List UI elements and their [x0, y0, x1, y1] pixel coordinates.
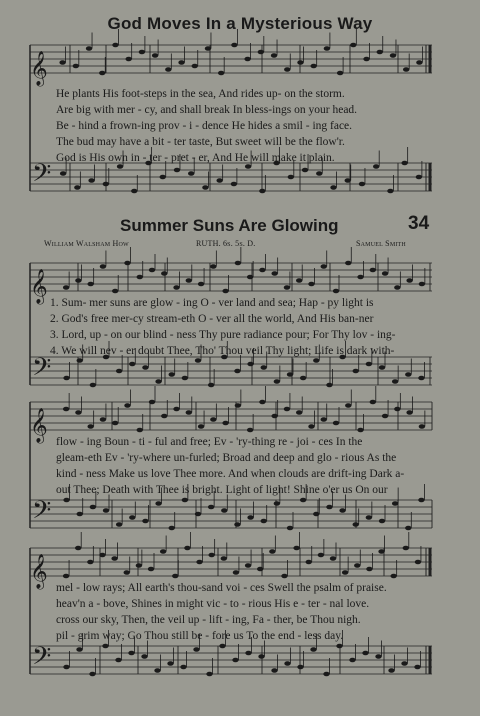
- note: [349, 658, 355, 663]
- note: [161, 414, 167, 419]
- note: [415, 560, 421, 565]
- clef: 𝄢: [32, 642, 52, 677]
- note: [206, 672, 212, 677]
- note: [129, 515, 135, 520]
- note: [88, 178, 94, 183]
- note: [296, 410, 302, 415]
- note: [387, 189, 393, 194]
- note: [414, 665, 420, 670]
- note: [258, 50, 264, 55]
- note: [152, 53, 158, 58]
- lyric-line: cross our sky, Then, the veil up - lift - ing, Fa - ther, be Thou nigh.: [56, 614, 361, 626]
- note: [345, 403, 351, 408]
- note: [323, 672, 329, 677]
- note: [112, 43, 118, 48]
- note: [274, 501, 280, 506]
- lyric-line: mel - low rays; All earth's thou-sand voi - ces Swell the psalm of praise.: [56, 582, 387, 594]
- note: [379, 365, 385, 370]
- note: [419, 282, 425, 287]
- note: [75, 546, 81, 551]
- lyric-line: 1. Sum- mer suns are glow - ing O - ver land and sea; Hap - py light is: [50, 297, 374, 309]
- note: [182, 498, 188, 503]
- note: [100, 264, 106, 269]
- bass-staff: [30, 646, 432, 674]
- note: [125, 57, 131, 62]
- note: [284, 407, 290, 412]
- note: [261, 365, 267, 370]
- note: [318, 553, 324, 558]
- note: [210, 264, 216, 269]
- note: [259, 268, 265, 273]
- note: [353, 522, 359, 527]
- note: [74, 185, 80, 190]
- note: [296, 278, 302, 283]
- note: [184, 546, 190, 551]
- note: [321, 417, 327, 422]
- note: [205, 46, 211, 51]
- clef: 𝄞: [30, 554, 48, 589]
- note: [261, 519, 267, 524]
- note: [245, 563, 251, 568]
- note: [154, 668, 160, 673]
- note: [287, 526, 293, 531]
- note: [231, 43, 237, 48]
- note: [247, 428, 253, 433]
- hymn-title-summer-suns: Summer Suns Are Glowing: [120, 216, 339, 235]
- note: [363, 57, 369, 62]
- note: [100, 417, 106, 422]
- note: [221, 556, 227, 561]
- note: [284, 661, 290, 666]
- note: [222, 421, 228, 426]
- note: [390, 53, 396, 58]
- note: [231, 182, 237, 187]
- note: [394, 285, 400, 290]
- lyric-line: He plants His foot-steps in the sea, And rides up- on the storm.: [56, 88, 345, 100]
- note: [232, 658, 238, 663]
- note: [297, 665, 303, 670]
- note: [357, 428, 363, 433]
- note: [63, 285, 69, 290]
- clef: 𝄢: [32, 353, 52, 388]
- note: [313, 512, 319, 517]
- note: [75, 410, 81, 415]
- note: [87, 560, 93, 565]
- note: [362, 651, 368, 656]
- note: [419, 424, 425, 429]
- note: [195, 512, 201, 517]
- note: [63, 376, 69, 381]
- note: [405, 372, 411, 377]
- note: [274, 379, 280, 384]
- note: [235, 403, 241, 408]
- note: [337, 71, 343, 76]
- note: [271, 414, 277, 419]
- note: [403, 67, 409, 72]
- note: [350, 43, 356, 48]
- note: [131, 189, 137, 194]
- note: [103, 508, 109, 513]
- treble-staff: [30, 263, 432, 291]
- note: [155, 379, 161, 384]
- lyric-line: gleam-eth Ev - 'ry-where un-furled; Broad and deep and glo - rious As the: [56, 452, 397, 464]
- note: [59, 60, 65, 65]
- note: [221, 508, 227, 513]
- note: [293, 546, 299, 551]
- clef: 𝄞: [30, 269, 48, 304]
- lyric-line: flow - ing Boun - ti - ful and free; Ev - 'ry-thing re - joi - ces In the: [56, 436, 363, 448]
- note: [208, 383, 214, 388]
- note: [382, 271, 388, 276]
- note: [288, 175, 294, 180]
- note: [202, 185, 208, 190]
- note: [174, 168, 180, 173]
- note: [63, 498, 69, 503]
- note: [73, 64, 79, 69]
- note: [326, 505, 332, 510]
- note: [257, 567, 263, 572]
- note: [75, 278, 81, 283]
- note: [87, 282, 93, 287]
- note: [111, 556, 117, 561]
- note: [390, 574, 396, 579]
- note: [354, 563, 360, 568]
- note: [324, 46, 330, 51]
- note: [234, 522, 240, 527]
- note: [269, 549, 275, 554]
- note: [245, 651, 251, 656]
- note: [297, 60, 303, 65]
- note: [149, 268, 155, 273]
- note: [375, 654, 381, 659]
- note: [178, 60, 184, 65]
- note: [139, 50, 145, 55]
- note: [326, 383, 332, 388]
- note: [142, 365, 148, 370]
- clef: 𝄢: [32, 496, 52, 531]
- note: [63, 665, 69, 670]
- note: [287, 372, 293, 377]
- note: [259, 189, 265, 194]
- note: [208, 505, 214, 510]
- note: [366, 362, 372, 367]
- note: [155, 501, 161, 506]
- note: [112, 421, 118, 426]
- note: [87, 424, 93, 429]
- note: [300, 376, 306, 381]
- note: [382, 414, 388, 419]
- clef: 𝄞: [30, 408, 48, 443]
- note: [103, 182, 109, 187]
- bass-staff: [30, 163, 432, 191]
- note: [244, 57, 250, 62]
- note: [379, 519, 385, 524]
- note: [406, 410, 412, 415]
- note: [233, 570, 239, 575]
- note: [115, 658, 121, 663]
- note: [310, 64, 316, 69]
- note: [77, 512, 83, 517]
- note: [173, 285, 179, 290]
- note: [180, 665, 186, 670]
- note: [281, 574, 287, 579]
- note: [333, 289, 339, 294]
- clef: 𝄞: [30, 51, 48, 86]
- note: [198, 424, 204, 429]
- note: [173, 407, 179, 412]
- note: [316, 171, 322, 176]
- note: [234, 369, 240, 374]
- note: [186, 278, 192, 283]
- note: [342, 570, 348, 575]
- hymn-title-god-moves: God Moves In a Mysterious Way: [107, 14, 373, 33]
- note: [405, 526, 411, 531]
- note: [366, 567, 372, 572]
- note: [148, 567, 154, 572]
- note: [259, 400, 265, 405]
- note: [188, 171, 194, 176]
- lyric-line: 3. Lord, up - on our blind - ness Thy pure radiance pour; For Thy lov - ing-: [50, 329, 396, 341]
- note: [247, 362, 253, 367]
- note: [377, 50, 383, 55]
- note: [353, 369, 359, 374]
- note: [247, 515, 253, 520]
- lyric-line: heav'n a - bove, Shines in might vic - to - rious His e - ter - nal love.: [56, 598, 370, 610]
- note: [186, 410, 192, 415]
- note: [392, 379, 398, 384]
- note: [284, 67, 290, 72]
- note: [99, 71, 105, 76]
- note: [219, 644, 225, 649]
- note: [218, 71, 224, 76]
- note: [357, 275, 363, 280]
- note: [418, 498, 424, 503]
- note: [124, 403, 130, 408]
- note: [392, 501, 398, 506]
- note: [333, 421, 339, 426]
- note: [137, 428, 143, 433]
- note: [60, 171, 66, 176]
- note: [193, 647, 199, 652]
- note: [308, 424, 314, 429]
- note: [416, 60, 422, 65]
- note: [216, 178, 222, 183]
- note: [302, 168, 308, 173]
- note: [330, 556, 336, 561]
- note: [345, 261, 351, 266]
- note: [169, 372, 175, 377]
- note: [378, 549, 384, 554]
- lyric-line: 4. We will nev - er doubt Thee, Tho' Thou veil Thy light; Life is dark with-: [50, 345, 395, 357]
- note: [321, 264, 327, 269]
- note: [137, 275, 143, 280]
- note: [208, 553, 214, 558]
- note: [124, 261, 130, 266]
- note: [373, 164, 379, 169]
- note: [370, 400, 376, 405]
- note: [339, 508, 345, 513]
- note: [310, 647, 316, 652]
- note: [63, 407, 69, 412]
- note: [63, 574, 69, 579]
- note: [136, 563, 142, 568]
- lyric-line: Are big with mer - cy, and shall break In bless-ings on your head.: [56, 104, 358, 116]
- note: [169, 526, 175, 531]
- note: [370, 268, 376, 273]
- note: [116, 369, 122, 374]
- note: [406, 278, 412, 283]
- lyric-line: kind - ness Make us love Thee more. And when clouds are drift-ing Dark a-: [56, 468, 405, 480]
- note: [76, 647, 82, 652]
- note: [90, 383, 96, 388]
- clef: 𝄢: [32, 159, 52, 194]
- note: [416, 175, 422, 180]
- note: [160, 175, 166, 180]
- lyric-line: out Thee; Death with Thee is bright. Light of light! Shine o'er us On our: [56, 484, 388, 496]
- note: [308, 282, 314, 287]
- hymn-number: 34: [408, 213, 430, 234]
- note: [161, 271, 167, 276]
- lyric-line: 2. God's free mer-cy stream-eth O - ver all the world, And His ban-ner: [50, 313, 374, 325]
- note: [198, 282, 204, 287]
- note: [235, 261, 241, 266]
- note: [192, 64, 198, 69]
- note: [394, 407, 400, 412]
- note: [90, 505, 96, 510]
- note: [359, 182, 365, 187]
- note: [271, 668, 277, 673]
- note: [222, 289, 228, 294]
- composer-credit: Samuel Smith: [356, 239, 406, 248]
- note: [112, 289, 118, 294]
- note: [284, 285, 290, 290]
- note: [167, 661, 173, 666]
- note: [141, 654, 147, 659]
- note: [89, 672, 95, 677]
- lyric-line: pil - grim way; Go Thou still be - fore us To the end - less day.: [56, 630, 344, 642]
- tune-meter: RUTH. 6s. 5s. D.: [196, 239, 256, 248]
- note: [99, 553, 105, 558]
- note: [247, 275, 253, 280]
- note: [306, 560, 312, 565]
- note: [102, 644, 108, 649]
- note: [129, 362, 135, 367]
- note: [345, 178, 351, 183]
- lyric-line: Be - hind a frown-ing prov - i - dence He hides a smil - ing face.: [56, 120, 353, 132]
- note: [403, 546, 409, 551]
- note: [160, 549, 166, 554]
- note: [210, 417, 216, 422]
- note: [418, 376, 424, 381]
- note: [182, 376, 188, 381]
- note: [128, 651, 134, 656]
- lyric-line: God is His own in - ter - pret - er, And He will make it plain.: [56, 152, 335, 164]
- note: [258, 654, 264, 659]
- lyric-line: The bud may have a bit - ter taste, But sweet will be the flow'r.: [56, 136, 345, 148]
- note: [300, 498, 306, 503]
- note: [330, 185, 336, 190]
- note: [149, 400, 155, 405]
- note: [388, 668, 394, 673]
- note: [196, 560, 202, 565]
- note: [401, 161, 407, 166]
- note: [116, 522, 122, 527]
- author-credit: William Walsham How: [44, 239, 129, 248]
- note: [86, 46, 92, 51]
- note: [142, 519, 148, 524]
- note: [401, 661, 407, 666]
- note: [336, 644, 342, 649]
- note: [271, 271, 277, 276]
- note: [165, 67, 171, 72]
- note: [124, 570, 130, 575]
- note: [271, 53, 277, 58]
- note: [366, 515, 372, 520]
- note: [172, 574, 178, 579]
